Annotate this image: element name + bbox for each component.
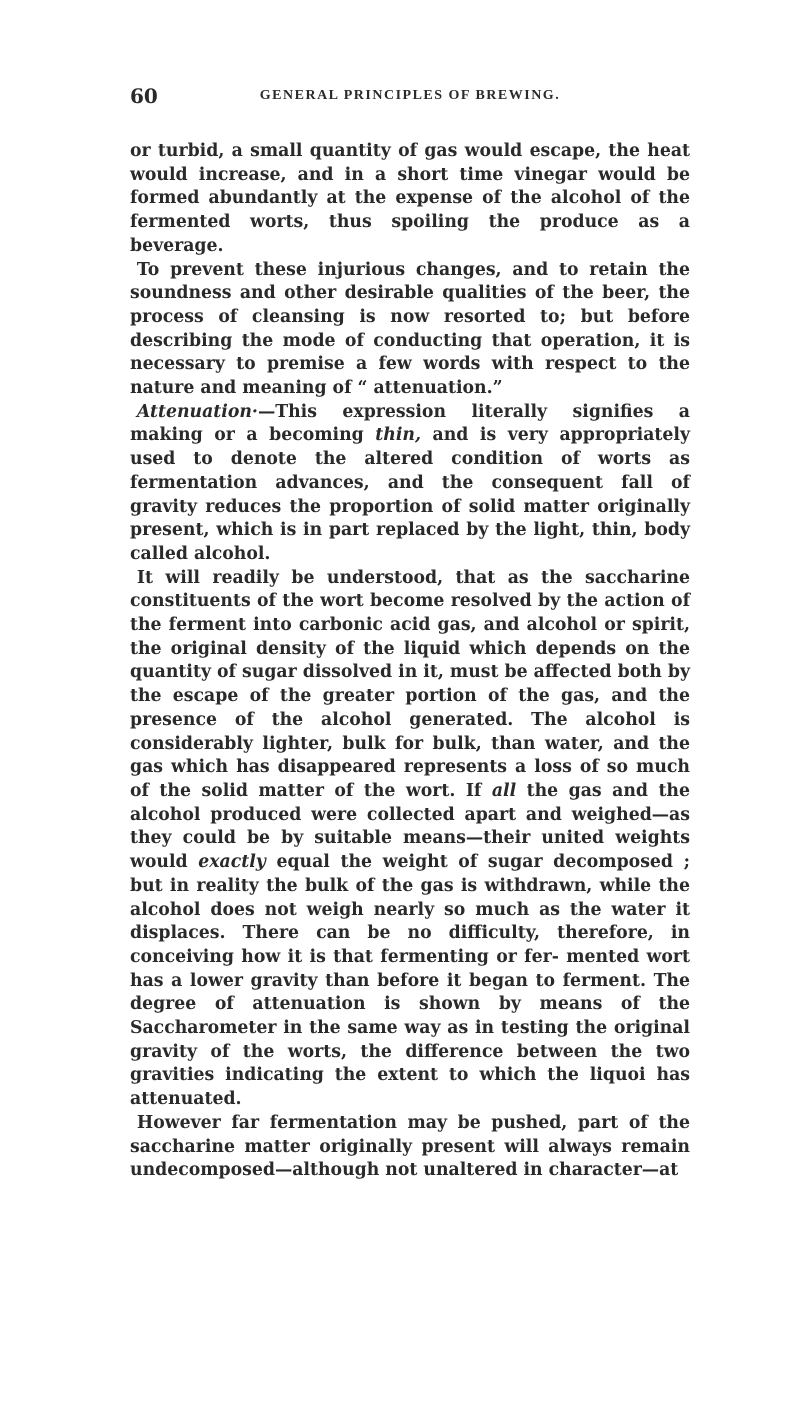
- paragraph-text: To prevent these injurious changes, and to retain the soundness and other desirable qualities of the beer, the process of cleansing is now resorted to; but before describing the mode of conducting that operation, it is necessary to premise a few words with respect to the nature and meaning of “ attenuation.”: [130, 259, 690, 399]
- emphasis: exactly: [198, 852, 266, 873]
- paragraph-text: However far fermentation may be pushed, part of the saccharine matter originally present will always remain undecomposed—although not unaltered in character—at: [130, 1112, 690, 1181]
- paragraph: [130, 567, 690, 1112]
- section-term: Attenuation·: [136, 401, 258, 422]
- paragraph: [130, 1112, 690, 1183]
- paragraph: [130, 140, 690, 259]
- paragraph-text: equal the weight of sugar decomposed ; but in reality the bulk of the gas is withdrawn, while the alcohol does not weigh nearly so much as the water it displaces. There can be no difficulty, therefore, in conceiving how it is that fermenting or fer- mented wort has a lower gravity than before it began to ferment. The degree of attenuation is shown by means of the Saccharometer in the same way as in testing the original gravity of the worts, the difference between the two gravities indicating the extent to which the liquoi has attenuated.: [130, 852, 690, 1110]
- emphasis: all: [491, 780, 517, 801]
- body-text: [130, 140, 690, 1183]
- paragraph-text: It will readily be understood, that as the saccharine constituents of the wort become resolved by the action of the ferment into carbonic acid gas, and alcohol or spirit, the original density of the liquid which depends on the quantity of sugar dissolved in it, must be affected both by the escape of the greater portion of the gas, and the presence of the alcohol generated. The alcohol is considerably lighter, bulk for bulk, than water, and the gas which has disappeared represents a loss of so much of the solid matter of the wort. If: [130, 567, 690, 801]
- paragraph: [130, 401, 690, 567]
- paragraph-text: and is very appropriately used to denote the altered condition of worts as fermentation advances, and the consequent fall of gravity reduces the proportion of solid matter originally present, which is in part replaced by the light, thin, body called alcohol.: [130, 425, 690, 564]
- paragraph: [130, 259, 690, 401]
- page-number: 60: [130, 84, 158, 108]
- page-header: [130, 84, 690, 114]
- running-head: GENERAL PRINCIPLES OF BREWING.: [259, 88, 561, 103]
- paragraph-text: the gas and the alcohol produced were collected apart and weighed—as they could be by suitable means—their united weights would: [130, 780, 690, 873]
- paragraph-text: —This expression literally signifies a making or a becoming: [130, 401, 690, 446]
- paragraph-text: or turbid, a small quantity of gas would escape, the heat would increase, and in a short time vinegar would be formed abundantly at the expense of the alcohol of the fermented worts, thus spoiling the produce as a beverage.: [130, 141, 690, 256]
- emphasis: thin,: [375, 425, 421, 446]
